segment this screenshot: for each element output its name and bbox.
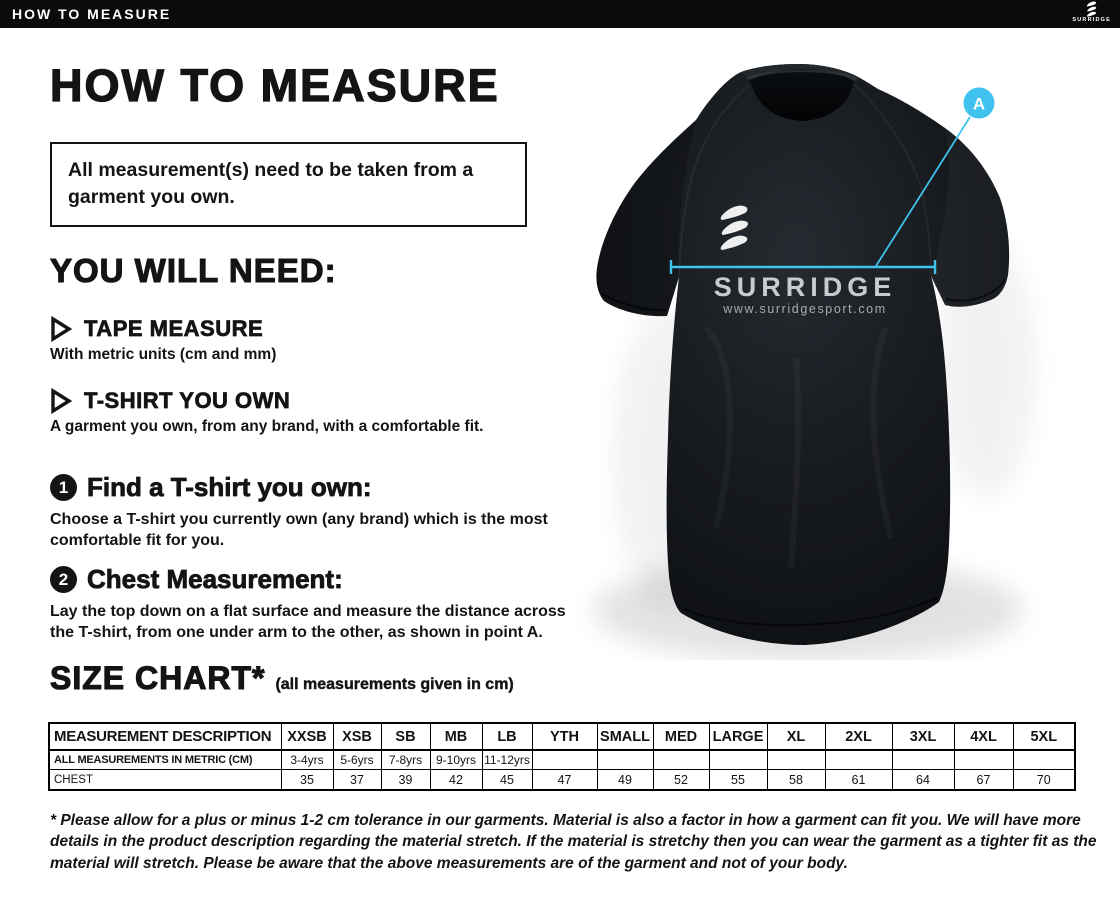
step-description: Choose a T-shirt you currently own (any brand) which is the most comfortable fit for you. [50,511,548,550]
row-label: ALL MEASUREMENTS IN METRIC (CM) [49,750,281,770]
column-header: YTH [532,723,597,750]
tshirt-image [556,28,1120,660]
column-header: 4XL [954,723,1013,750]
table-cell: 55 [709,770,767,791]
tolerance-footnote: * Please allow for a plus or minus 1-2 cm tolerance in our garments. Material is also a factor in how a garment can fit you. We will have more details in the product description regarding the material stretch. If the material is stretchy then you can wear the garment as a tighter fit as the material will stretch. Please be aware that the above measurements are of the garment and not of your body. [50,812,1097,872]
measurement-notice-box: All measurement(s) need to be taken from a garment you own. [50,142,527,227]
marker-a-label: A [972,94,986,114]
step-description: Lay the top down on a flat surface and measure the distance across the T-shirt, from one under arm to the other, as shown in point A. [50,603,566,642]
column-header: XSB [333,723,381,750]
column-header: SMALL [597,723,653,750]
table-cell: 49 [597,770,653,791]
table-cell: 47 [532,770,597,791]
shirt-brand-text: SURRIDGE [713,272,897,302]
step-2 [50,564,590,643]
table-cell [892,750,954,770]
table-cell: 39 [381,770,430,791]
table-cell: 61 [825,770,892,791]
table-cell: 3-4yrs [281,750,333,770]
need-item-tape-measure [50,316,276,364]
column-header: LB [482,723,532,750]
table-cell [653,750,709,770]
table-cell: 37 [333,770,381,791]
step-number-badge: 2 [50,566,77,593]
column-header: MB [430,723,482,750]
table-cell: 70 [1013,770,1075,791]
table-cell [532,750,597,770]
table-row-ages [49,750,1075,770]
column-header: XXSB [281,723,333,750]
table-cell [767,750,825,770]
row-label: CHEST [49,770,281,791]
table-row-chest [49,770,1075,791]
table-header-row [49,723,1075,750]
column-header: 3XL [892,723,954,750]
top-bar-title: HOW TO MEASURE [12,6,172,22]
need-item-description: A garment you own, from any brand, with a comfortable fit. [50,418,484,435]
table-cell: 7-8yrs [381,750,430,770]
play-triangle-icon [50,388,72,414]
step-title: Chest Measurement: [87,564,343,594]
play-triangle-icon [50,316,72,342]
column-header: 5XL [1013,723,1075,750]
table-cell [597,750,653,770]
surridge-s-icon [1086,1,1097,17]
column-header: MED [653,723,709,750]
shirt-website-text: www.surridgesport.com [723,302,887,316]
table-cell: 5-6yrs [333,750,381,770]
need-item-title: T-SHIRT YOU OWN [84,388,291,413]
column-header: SB [381,723,430,750]
page-title: HOW TO MEASURE [50,60,500,111]
need-item-title: TAPE MEASURE [84,316,264,341]
table-cell: 35 [281,770,333,791]
table-cell [954,750,1013,770]
step-number-badge: 1 [50,474,77,501]
table-cell: 52 [653,770,709,791]
need-item-tshirt [50,388,483,436]
table-cell [825,750,892,770]
size-chart-heading [50,660,514,697]
column-header: MEASUREMENT DESCRIPTION [49,723,281,750]
table-cell [709,750,767,770]
column-header: XL [767,723,825,750]
step-title: Find a T-shirt you own: [87,472,372,502]
top-bar [0,0,1120,28]
table-cell [1013,750,1075,770]
table-cell: 67 [954,770,1013,791]
marker-a [964,88,995,119]
table-cell: 64 [892,770,954,791]
you-will-need-heading: YOU WILL NEED: [50,252,337,289]
table-cell: 11-12yrs [482,750,532,770]
column-header: 2XL [825,723,892,750]
step-1 [50,472,590,551]
surridge-logo [1072,1,1111,24]
table-cell: 45 [482,770,532,791]
table-cell: 9-10yrs [430,750,482,770]
size-chart-table [48,722,1076,791]
column-header: LARGE [709,723,767,750]
size-chart-subtitle: (all measurements given in cm) [275,676,514,693]
need-item-description: With metric units (cm and mm) [50,346,277,363]
table-cell: 58 [767,770,825,791]
table-cell: 42 [430,770,482,791]
size-chart-title: SIZE CHART* [50,660,266,696]
surridge-wordmark: SURRIDGE [1072,17,1111,23]
